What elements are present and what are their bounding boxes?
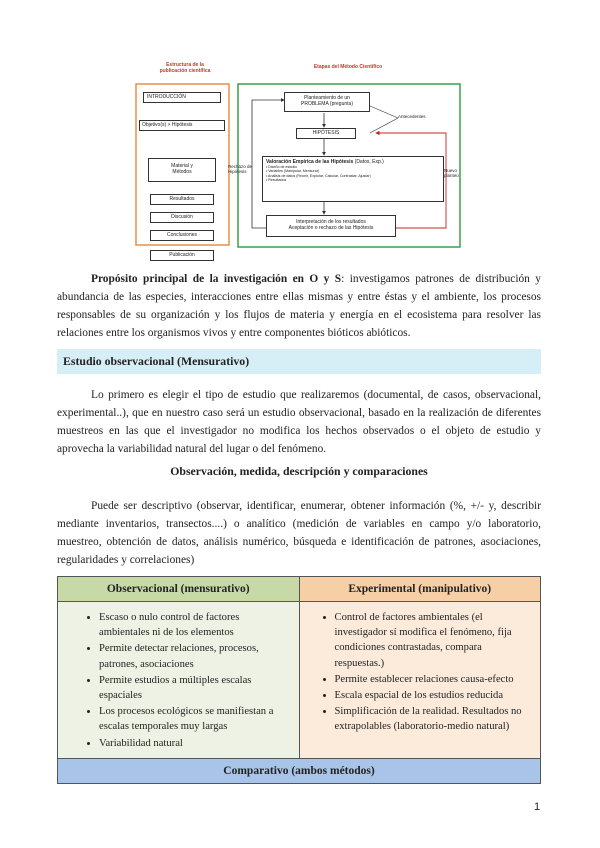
comparative-footer: Comparativo (ambos métodos) — [58, 758, 541, 783]
list-item: • Permite establecer relaciones causa-efecto — [335, 672, 532, 687]
paragraph-descriptive: Puede ser descriptivo (observar, identificar, enumerar, obtener información (%, +/- y, describir mediante inventarios, transectos....) o analítico (medición de variables en campo y/o laboratorio, muestreo, obtención de datos, análisis numérico, búsqueda e identificación de patrones, asociaciones, regularidades y correlaciones) — [57, 500, 541, 566]
section-band: Estudio observacional (Mensurativo) — [57, 349, 541, 374]
rejection-label: Rechazo de Hipótesis — [228, 164, 253, 174]
structure-item-resultados: Resultados — [150, 194, 214, 205]
experimental-cell — [299, 602, 541, 759]
list-item: • Control de factores ambientales (el investigador sí modifica el fenómeno, fija condiciones contrastadas, compara respuestas.) — [335, 610, 532, 671]
validation-line: • Variables (Manipular, Mensurar) — [266, 169, 320, 174]
new-approach-label: Nuevo planteo — [444, 168, 459, 178]
paragraph-study-type: Lo primero es elegir el tipo de estudio que realizaremos (documental, de casos, observacional, experimental..), que en nuestro caso será un estudio observacional, basado en la realización de diferentes muestreos en las que el investigador no modifica los hechos observados o el objeto de estudio y aprovecha la variabilidad natural del lugar o del fenómeno. — [57, 389, 541, 455]
list-item: • Escaso o nulo control de factores ambientales ni de los elementos — [99, 610, 290, 640]
intro-bold: Propósito principal de la investigación en O y S — [91, 273, 342, 285]
observational-header: Observacional (mensurativo) — [58, 577, 300, 602]
list-item: • Escala espacial de los estudios reducida — [335, 688, 532, 703]
observational-cell — [58, 602, 300, 759]
hypothesis-box: HIPÓTESIS — [296, 128, 356, 139]
experimental-header: Experimental (manipulativo) — [299, 577, 541, 602]
list-item: • Simplificación de la realidad. Resultados no extrapolables (laboratorio-medio natural) — [335, 704, 532, 734]
structure-item-material: Material y Métodos — [148, 158, 216, 182]
structure-item-introduccion: INTRODUCCIÓN — [143, 92, 221, 103]
intro-text: : investigamos patrones de distribución y abundancia de las especies, interacciones entre ellas mismas y entre éstas y el ambiente, los procesos responsables de su organización y los flujos de materia y energía en el ecosistema para resolver las relaciones entre los organismos vivos y entre componentes bióticos abióticos. — [57, 273, 541, 339]
list-item: • Permite detectar relaciones, procesos, patrones, asociaciones — [99, 641, 290, 671]
structure-item-discusion: Discusión — [150, 212, 214, 223]
structure-item-objetivos: Objetivo(s) > Hipótesis — [139, 120, 225, 131]
structure-item-conclusiones: Conclusiones — [150, 230, 214, 241]
interpretation-box: Interpretación de los resultados Aceptación o rechazo de las Hipótesis — [266, 215, 396, 237]
structure-title: Estructura de la publicación científica — [159, 62, 211, 74]
validation-line: • Análisis de datos (Reunir, Explorar, Calcular, Contrastar, Ajustar) — [266, 173, 371, 178]
list-item: • Los procesos ecológicos se manifiestan a escalas temporales muy largas — [99, 704, 290, 734]
list-item: • Permite estudios a múltiples escalas espaciales — [99, 673, 290, 703]
problem-box: Planteamiento de un PROBLEMA (pregunta) — [284, 92, 370, 112]
background-label: Antecedentes — [398, 114, 426, 119]
validation-line: • Diseño de estudio — [266, 165, 298, 169]
page-number: 1 — [534, 801, 541, 813]
validation-box: Valoración Empírica de las Hipótesis (Datos, Exp.) • Diseño de estudio • Variables (Manipular, Mensurar) • Análisis de datos (Reunir, Explorar, Calcular, Contrastar, Ajustar) • Resultados — [262, 156, 444, 202]
comparison-table — [57, 576, 541, 784]
method-title: Etapas del Método Científico — [313, 64, 383, 70]
intro-paragraph — [57, 270, 541, 342]
list-item: • Variabilidad natural — [99, 736, 290, 751]
structure-item-publicacion: Publicación — [150, 250, 214, 261]
validation-line: • Resultados — [266, 178, 287, 183]
method-diagram — [0, 0, 600, 262]
subheading: Observación, medida, descripción y comparaciones — [170, 464, 428, 478]
